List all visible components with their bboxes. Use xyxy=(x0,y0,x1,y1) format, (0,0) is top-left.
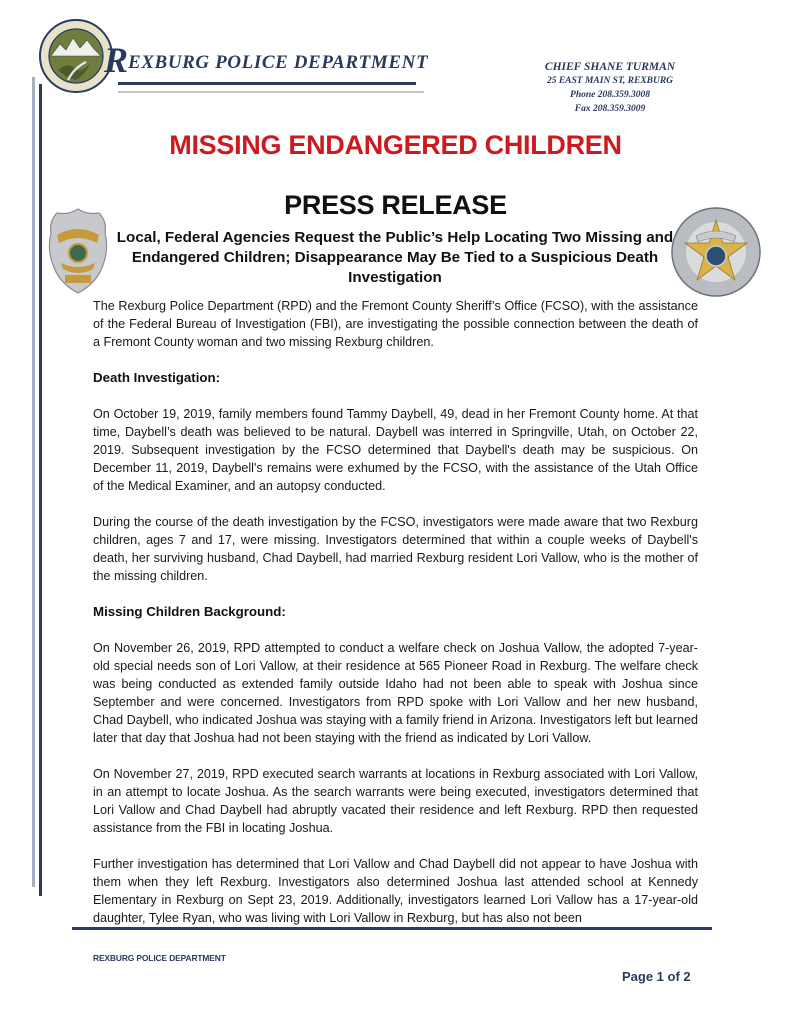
footer-department: REXBURG POLICE DEPARTMENT xyxy=(93,953,226,963)
department-name xyxy=(104,42,428,78)
fremont-county-sheriff-badge xyxy=(670,206,762,298)
phone: Phone 208.359.3008 xyxy=(570,90,650,100)
department-initial: R xyxy=(104,40,129,80)
sheriff-star-icon xyxy=(670,206,762,298)
paragraph: On October 19, 2019, family members found Tammy Daybell, 49, dead in her Fremont County home. At that time, Daybell’s death was believed to be natural. Daybell was interred in Springville, Utah, on October 22, 2019. Subsequent investigation by the FCSO determined that Daybell's death may be suspicious. On December 11, 2019, Daybell's remains were exhumed by the FCSO, with the assistance of the Utah Office of the Medical Examiner, and an autopsy conducted. xyxy=(93,407,698,493)
paragraph: During the course of the death investigation by the FCSO, investigators were made aware that two Rexburg children, ages 7 and 17, were missing. Investigators determined that within a couple weeks of Daybell's death, her surviving husband, Chad Daybell, had married Rexburg resident Lori Vallow, who is the mother of the missing children. xyxy=(93,515,698,583)
paragraph: On November 26, 2019, RPD attempted to conduct a welfare check on Joshua Vallow, the adopted 7-year-old special needs son of Lori Vallow, at their residence at 565 Pioneer Road in Rexburg. The welfare check was being conducted as extended family outside Idaho had not been able to speak with Joshua since September and were concerned. Investigators from RPD spoke with Lori Vallow and her new husband, Chad Daybell, who indicated Joshua was staying with a family friend in Arizona. Investigators left but learned later that day that Joshua had not been staying with the friend as indicated by Lori Vallow. xyxy=(93,641,698,745)
intro-paragraph: The Rexburg Police Department (RPD) and the Fremont County Sheriff’s Office (FCSO), with the assistance of the Federal Bureau of Investigation (FBI), are investigating the possible connection between the death of a Fremont County woman and two missing Rexburg children. xyxy=(93,299,698,349)
police-officer-badge xyxy=(47,207,109,295)
chief-name: CHIEF SHANE TURMAN xyxy=(544,61,676,73)
seal-icon xyxy=(38,18,114,94)
department-name-rest: EXBURG POLICE DEPARTMENT xyxy=(128,52,429,73)
page-number: Page 1 of 2 xyxy=(622,969,691,984)
paragraph: On November 27, 2019, RPD executed search warrants at locations in Rexburg associated with Lori Vallow, in an attempt to locate Joshua. As the search warrants were being executed, investigators determined that Lori Vallow and Chad Daybell had abruptly vacated their residence and left Rexburg. RPD then requested assistance from the FBI in locating Joshua. xyxy=(93,767,698,835)
footer-rule xyxy=(72,927,712,930)
section-heading-death-investigation: Death Investigation: xyxy=(93,370,221,385)
press-release-subtitle: Local, Federal Agencies Request the Public’s Help Locating Two Missing and Endangered Children; Disappearance May Be Tied to a Suspicious Death Investigation xyxy=(116,229,674,286)
press-release-heading: PRESS RELEASE xyxy=(284,190,507,220)
paragraph: Further investigation has determined that Lori Vallow and Chad Daybell did not appear to have Joshua with them when they left Rexburg. Investigators also determined Joshua last attended school at Kennedy Elementary in Rexburg on Sept 23, 2019. Additionally, investigators learned Lori Vallow has a 17-year-old daughter, Tylee Ryan, who was living with Lori Vallow in Rexburg, but has also not been xyxy=(93,857,698,925)
contact-block xyxy=(520,60,700,116)
header-rule-gray xyxy=(118,91,424,93)
fax: Fax 208.359.3009 xyxy=(574,104,646,114)
alert-title: MISSING ENDANGERED CHILDREN xyxy=(169,130,622,160)
section-heading-missing-children-background: Missing Children Background: xyxy=(93,604,286,619)
header-rule-navy xyxy=(118,82,416,85)
police-badge-icon xyxy=(47,207,109,295)
rexburg-centennial-seal-logo xyxy=(38,18,114,94)
address: 25 EAST MAIN ST, REXBURG xyxy=(546,76,674,86)
press-release-body xyxy=(93,297,698,945)
